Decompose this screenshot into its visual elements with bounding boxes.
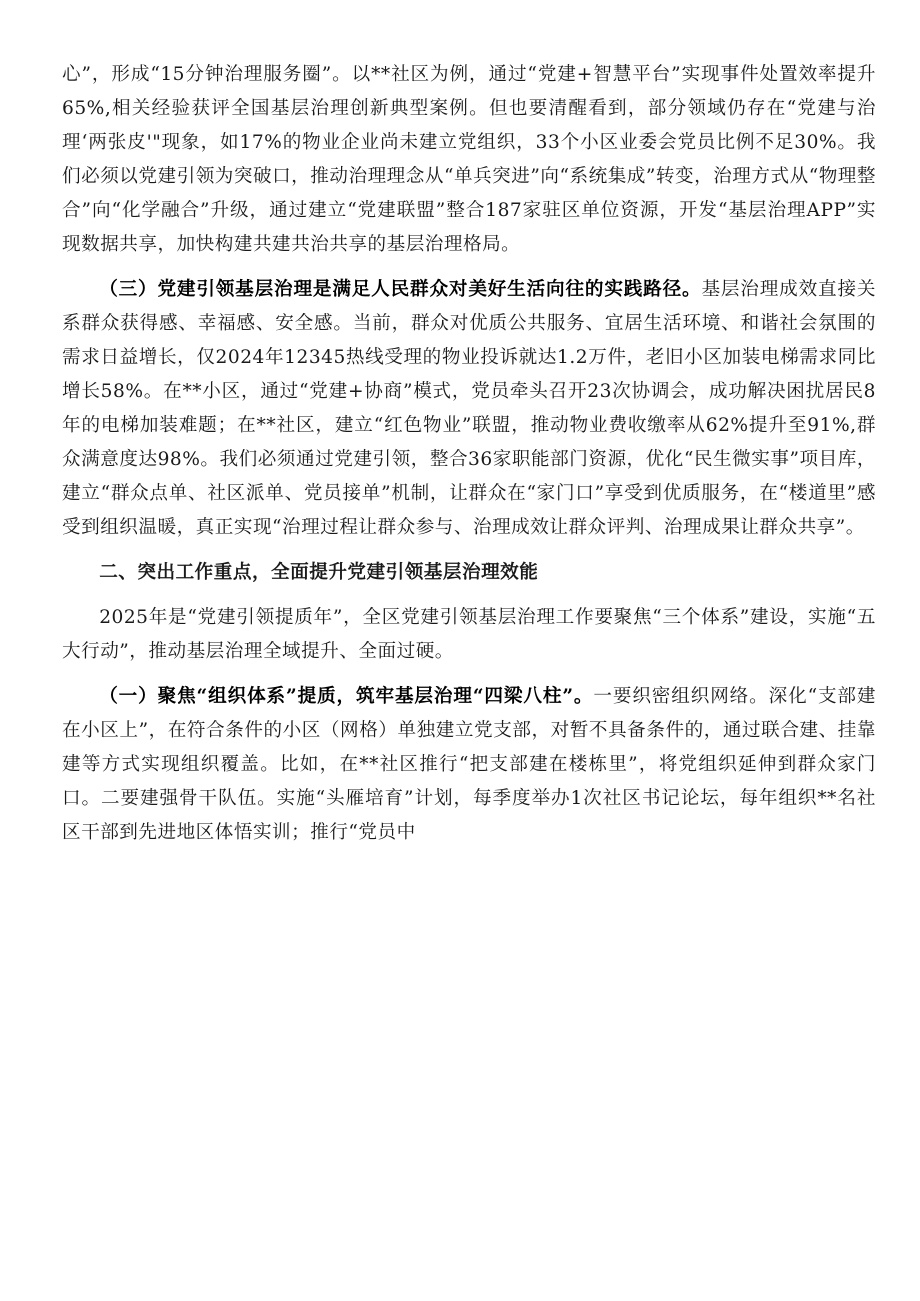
- paragraph-text: 2025年是“党建引领提质年”，全区党建引领基层治理工作要聚焦“三个体系”建设，实施“五大行动”，推动基层治理全域提升、全面过硬。: [62, 607, 876, 662]
- paragraph-text: 一要织密组织网络。深化“支部建在小区上”，在符合条件的小区（网格）单独建立党支部，对暂不具备条件的，通过联合建、挂靠建等方式实现组织覆盖。比如，在**社区推行“把支部建在楼栋里”，将党组织延伸到群众家门口。二要建强骨干队伍。实施“头雁培育”计划，每季度举办1次社区书记论坛，每年组织**名社区干部到先进地区体悟实训；推行“党员中: [62, 686, 877, 843]
- paragraph-organization-system: [62, 680, 876, 850]
- document-page: [62, 58, 876, 861]
- section-heading-2: 二、突出工作重点，全面提升党建引领基层治理效能: [99, 562, 539, 583]
- paragraph-text: 心”，形成“15分钟治理服务圈”。以**社区为例，通过“党建+智慧平台”实现事件处置效率提升65%,相关经验获评全国基层治理创新典型案例。但也要清醒看到，部分领域仍存在“党建与治理‘两张皮'"现象，如17%的物业企业尚未建立党组织，33个小区业委会党员比例不足30%。我们必须以党建引领为突破口，推动治理理念从“单兵突进”向“系统集成”转变，治理方式从“物理整合”向“化学融合”升级，通过建立“党建联盟”整合187家驻区单位资源，开发“基层治理APP”实现数据共享，加快构建共建共治共享的基层治理格局。: [62, 64, 876, 255]
- paragraph-lead: （一）聚焦“组织体系”提质，筑牢基层治理“四梁八柱”。: [99, 686, 594, 707]
- paragraph-quality-year: [62, 601, 876, 669]
- paragraph-governance-circle: [62, 58, 876, 262]
- paragraph-text: 基层治理成效直接关系群众获得感、幸福感、安全感。当前，群众对优质公共服务、宜居生活环境、和谐社会氛围的需求日益增长，仅2024年12345热线受理的物业投诉就达1.2万件，老旧小区加装电梯需求同比增长58%。在**小区，通过“党建+协商”模式，党员牵头召开23次协调会，成功解决困扰居民8年的电梯加装难题；在**社区，建立“红色物业”联盟，推动物业费收缴率从62%提升至91%,群众满意度达98%。我们必须通过党建引领，整合36家职能部门资源，优化“民生微实事”项目库，建立“群众点单、社区派单、党员接单”机制，让群众在“家门口”享受到优质服务，在“楼道里”感受到组织温暖，真正实现“治理过程让群众参与、治理成效让群众评判、治理成果让群众共享”。: [62, 279, 876, 538]
- paragraph-lead: （三）党建引领基层治理是满足人民群众对美好生活向往的实践路径。: [99, 279, 702, 300]
- paragraph-practice-path: [62, 273, 876, 545]
